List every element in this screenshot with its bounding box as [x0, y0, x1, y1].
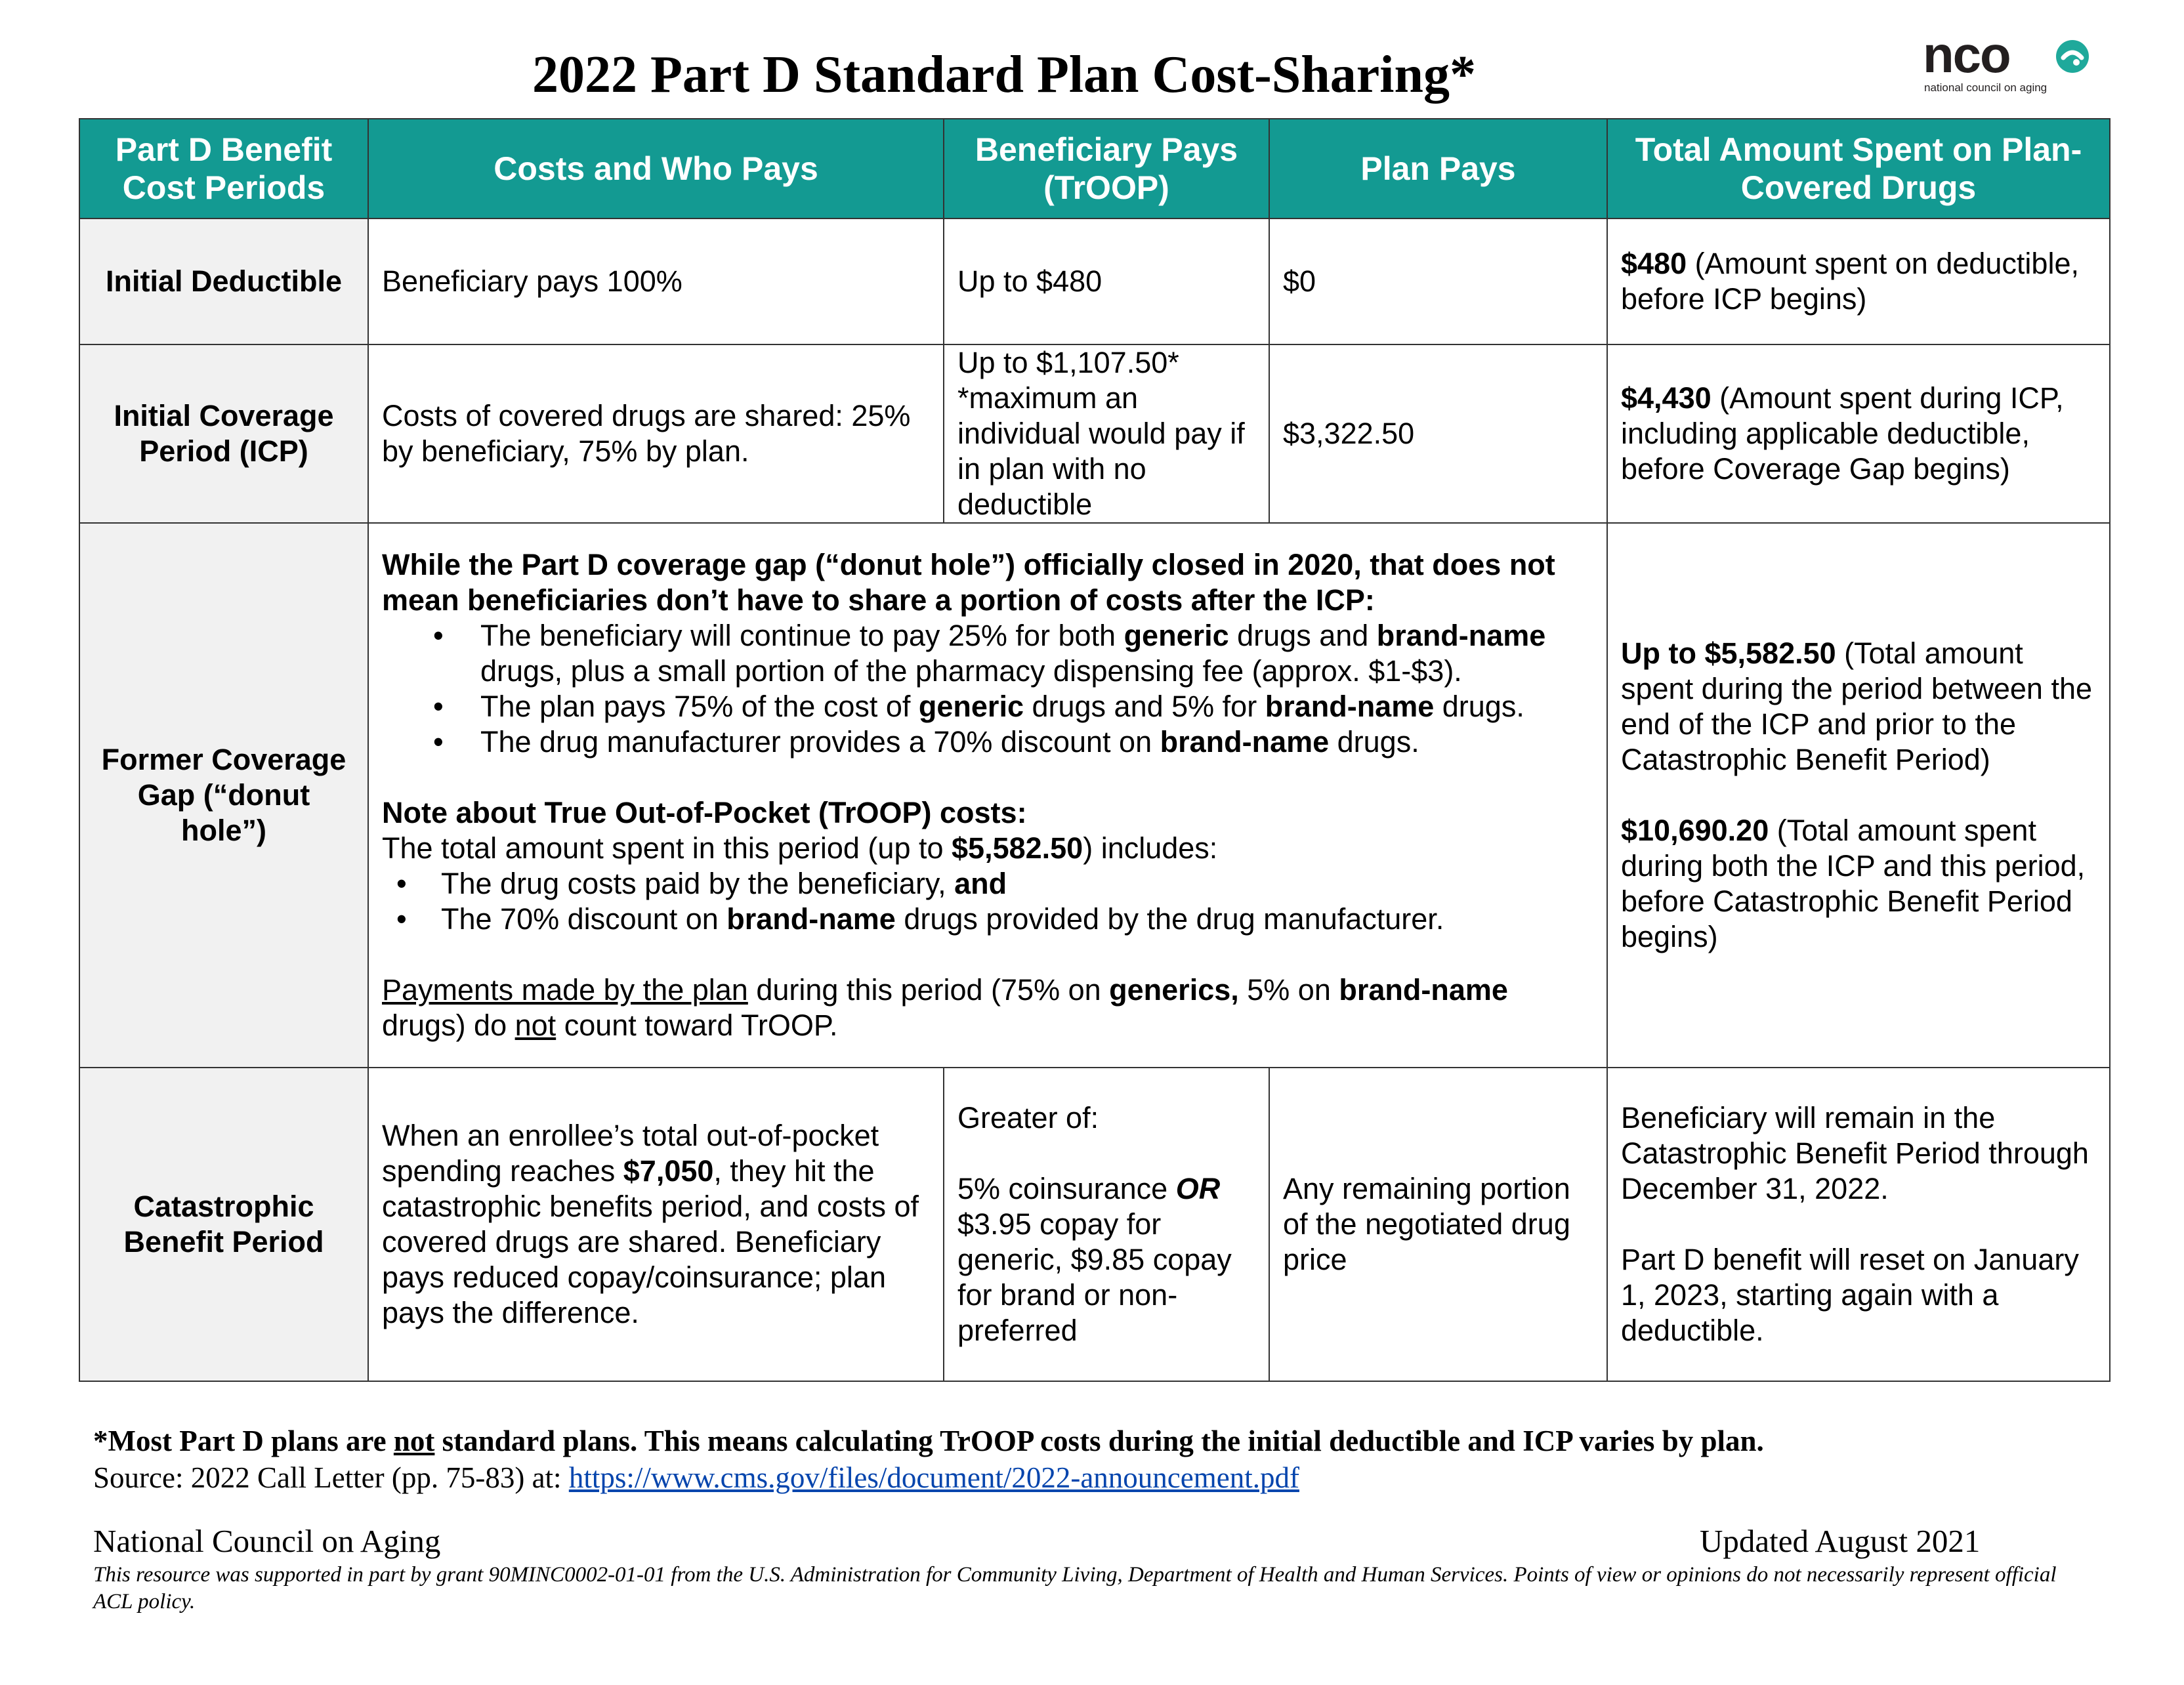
beneficiary-cell: Greater of: 5% coinsurance OR $3.95 copay for generic, $9.85 copay for brand or non-preferred — [944, 1068, 1269, 1381]
costs-cell: When an enrollee’s total out-of-pocket spending reaches $7,050, they hit the catastrophic benefits period, and costs of covered drugs are shared. Beneficiary pays reduced copay/coinsurance; plan pays the difference. — [368, 1068, 944, 1381]
beneficiary-cell: Up to $480 — [944, 218, 1269, 344]
total-cell: $480 (Amount spent on deductible, before ICP begins) — [1607, 218, 2110, 344]
gap-cost-list — [382, 618, 1593, 760]
list-item: • The drug manufacturer provides a 70% discount on brand-name drugs. — [382, 724, 1593, 760]
table-header-row — [79, 119, 2110, 218]
updated-date: Updated August 2021 — [1700, 1523, 1981, 1559]
page-title: 2022 Part D Standard Plan Cost-Sharing* — [532, 46, 1476, 104]
period-former-coverage-gap: Former Coverage Gap (“donut hole”) — [79, 523, 368, 1068]
cost-sharing-table — [79, 118, 2110, 1382]
troop-note-title: Note about True Out-of-Pocket (TrOOP) costs: — [382, 796, 1027, 829]
troop-includes-list — [382, 866, 1593, 937]
table-row — [79, 218, 2110, 344]
period-initial-deductible: Initial Deductible — [79, 218, 368, 344]
costs-cell: Beneficiary pays 100% — [368, 218, 944, 344]
list-item: • The plan pays 75% of the cost of generic drugs and 5% for brand-name drugs. — [382, 689, 1593, 724]
table-row — [79, 344, 2110, 523]
list-item: • The beneficiary will continue to pay 25% for both generic drugs and brand-name drugs, plus a small portion of the pharmacy dispensing fee (approx. $1-$3). — [382, 618, 1593, 689]
beneficiary-cell: Up to $1,107.50* *maximum an individual would pay if in plan with no deductible — [944, 344, 1269, 523]
costs-cell: Costs of covered drugs are shared: 25% by beneficiary, 75% by plan. — [368, 344, 944, 523]
logo-subtitle: national council on aging — [1924, 81, 2048, 94]
organization-name: National Council on Aging — [93, 1523, 441, 1559]
header-costs-who-pays: Costs and Who Pays — [368, 119, 944, 218]
gap-intro: While the Part D coverage gap (“donut hole”) officially closed in 2020, that does not mean beneficiaries don’t have to share a portion of costs after the ICP: — [382, 548, 1555, 617]
list-item: • The 70% discount on brand-name drugs provided by the drug manufacturer. — [382, 902, 1593, 937]
total-cell: Beneficiary will remain in the Catastrophic Benefit Period through December 31, 2022. Part D benefit will reset on January 1, 2023, starting again with a deductible. — [1607, 1068, 2110, 1381]
plan-cell: $0 — [1269, 218, 1607, 344]
ncoa-logo — [1923, 26, 2093, 101]
header-beneficiary-pays: Beneficiary Pays (TrOOP) — [944, 119, 1269, 218]
table-row — [79, 523, 2110, 1068]
plan-cell: Any remaining portion of the negotiated drug price — [1269, 1068, 1607, 1381]
logo-wordmark: nco — [1923, 26, 2010, 83]
gap-details-cell — [368, 523, 1607, 1068]
header-benefit-periods: Part D Benefit Cost Periods — [79, 119, 368, 218]
total-cell: $4,430 (Amount spent during ICP, including applicable deductible, before Coverage Gap begins) — [1607, 344, 2110, 523]
source-line: Source: 2022 Call Letter (pp. 75-83) at: https://www.cms.gov/files/document/2022-announcement.pdf — [93, 1461, 1299, 1494]
disclaimer: This resource was supported in part by grant 90MINC0002-01-01 from the U.S. Administration for Community Living, Department of Health and Human Services. Points of view or opinions do not necessarily represent official ACL policy. — [93, 1563, 2057, 1613]
header-total-spent: Total Amount Spent on Plan-Covered Drugs — [1607, 119, 2110, 218]
list-item: • The drug costs paid by the beneficiary, and — [382, 866, 1593, 902]
footnote: *Most Part D plans are not standard plans. This means calculating TrOOP costs during the initial deductible and ICP varies by plan. — [93, 1425, 1764, 1457]
header-plan-pays: Plan Pays — [1269, 119, 1607, 218]
table-row — [79, 1068, 2110, 1381]
total-cell: Up to $5,582.50 (Total amount spent during the period between the end of the ICP and prior to the Catastrophic Benefit Period) $10,690.20 (Total amount spent during both the ICP and this period, before Catastrophic Benefit Period begins) — [1607, 523, 2110, 1068]
plan-cell: $3,322.50 — [1269, 344, 1607, 523]
period-icp: Initial Coverage Period (ICP) — [79, 344, 368, 523]
plan-payments-note: Payments made by the plan during this period (75% on generics, 5% on brand-name drugs) do not count toward TrOOP. — [382, 973, 1508, 1042]
period-catastrophic: Catastrophic Benefit Period — [79, 1068, 368, 1381]
logo-a-mark-icon — [2054, 38, 2091, 75]
troop-note-text: The total amount spent in this period (up to $5,582.50) includes: — [382, 831, 1218, 865]
source-link[interactable]: https://www.cms.gov/files/document/2022-announcement.pdf — [568, 1461, 1299, 1494]
